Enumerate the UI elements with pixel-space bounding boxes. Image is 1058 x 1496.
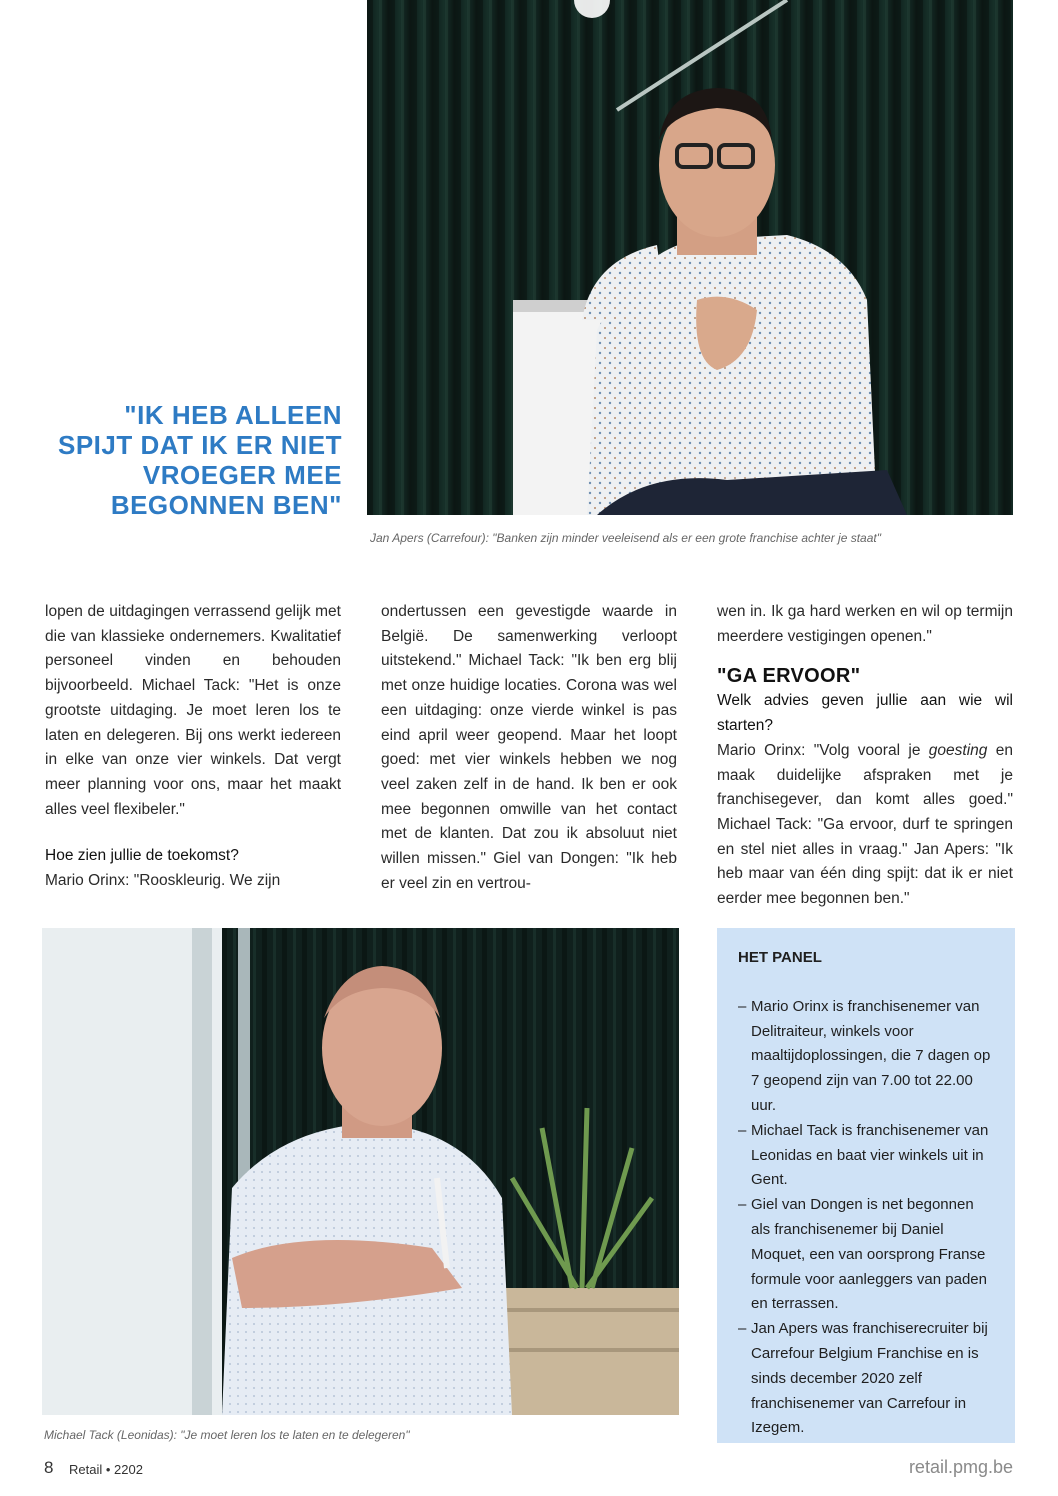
article-column-1 xyxy=(45,600,341,894)
article-column-3 xyxy=(717,600,1013,912)
body-text: Mario Orinx: "Volg vooral je xyxy=(717,741,929,759)
dash-bullet: – xyxy=(738,997,747,1015)
italic-word: goesting xyxy=(928,741,988,759)
dash-bullet: – xyxy=(738,1196,747,1214)
body-text: en maak duidelijke afspraken met je franchisegever, dan komt alles goed." Michael Tack: "Ga ervoor, durf te springen en stel niet alles in vraag." Jan Apers: "Ik heb maar van één ding spijt: dat ik er niet eerder mee begonnen ben." xyxy=(717,741,1013,908)
panel-title: HET PANEL xyxy=(738,949,822,966)
photo-caption-top: Jan Apers (Carrefour): "Banken zijn minder veeleisend als er een grote franchise achter je staat" xyxy=(370,531,881,545)
website-link[interactable]: retail.pmg.be xyxy=(908,1457,1013,1477)
body-paragraph: lopen de uitdagingen verrassend gelijk met die van klassieke ondernemers. Kwalitatief personeel vinden en behouden bijvoorbeeld. Michael Tack: "Het is onze grootste uitdaging. Je moet leren los te laten en delegeren. Bij ons werkt iedereen in elke van onze vier winkels. Dat vergt meer planning voor ons, maar het maakt alles veel flexibeler." xyxy=(45,603,341,818)
panel-item-text: Giel van Dongen is net begonnen als franchisenemer bij Daniel Moquet, een van oorsprong Franse formule voor aanleggers van paden en terrassen. xyxy=(751,1196,987,1313)
panel-list-item xyxy=(738,1193,995,1317)
publication-issue: Retail • 2202 xyxy=(69,1462,143,1477)
page-number: 8 xyxy=(44,1458,54,1477)
body-paragraph: Mario Orinx: "Rooskleurig. We zijn xyxy=(45,872,281,890)
panel-list-item xyxy=(738,995,995,1119)
pull-quote-line: VROEGER MEE xyxy=(142,460,342,490)
photo-michael-tack xyxy=(42,928,679,1415)
pull-quote-line: SPIJT DAT IK ER NIET xyxy=(58,430,342,460)
panel-item-text: Mario Orinx is franchisenemer van Delitraiteur, winkels voor maaltijdoplossingen, die 7 dagen op 7 geopend zijn van 7.00 tot 22.00 uur. xyxy=(751,997,991,1114)
section-heading: "GA ERVOOR" xyxy=(717,665,861,688)
pull-quote xyxy=(40,400,342,520)
interview-question: Welk advies geven jullie aan wie wil starten? xyxy=(717,692,1013,735)
body-paragraph: wen in. Ik ga hard werken en wil op termijn meerdere vestigingen openen." xyxy=(717,603,1013,645)
panel-item-text: Jan Apers was franchiserecruiter bij Carrefour Belgium Franchise en is sinds december 2020 zelf franchisenemer van Carrefour in Izegem. xyxy=(751,1320,988,1437)
body-paragraph xyxy=(717,739,1013,912)
dash-bullet: – xyxy=(738,1121,747,1139)
pull-quote-line: "IK HEB ALLEEN xyxy=(124,400,342,430)
pull-quote-line: BEGONNEN BEN" xyxy=(110,490,342,520)
body-paragraph: ondertussen een gevestigde waarde in België. De samenwerking verloopt uitstekend." Michael Tack: "Ik ben erg blij met onze huidige locaties. Corona was wel een uitdaging: onze vierde winkel is pas eind april weer geopend. Maar het loopt goed: met vier winkels hebben we nog veel zaken zelf in de hand. Ik ben er ook mee begonnen omwille van het contact met de klanten. Dat zou ik absoluut niet willen missen." Giel van Dongen: "Ik heb er veel zin en vertrou- xyxy=(381,603,677,892)
photo-caption-bottom: Michael Tack (Leonidas): "Je moet leren los te laten en te delegeren" xyxy=(44,1428,410,1442)
panel-box xyxy=(717,928,1015,1443)
panel-list-item xyxy=(738,1317,995,1441)
panel-list xyxy=(738,995,995,1441)
panel-list-item xyxy=(738,1119,995,1193)
article-column-2 xyxy=(381,600,677,896)
dash-bullet: – xyxy=(738,1320,747,1338)
interview-question: Hoe zien jullie de toekomst? xyxy=(45,847,239,865)
panel-item-text: Michael Tack is franchisenemer van Leonidas en baat vier winkels uit in Gent. xyxy=(751,1121,989,1189)
photo-jan-apers xyxy=(367,0,1013,515)
